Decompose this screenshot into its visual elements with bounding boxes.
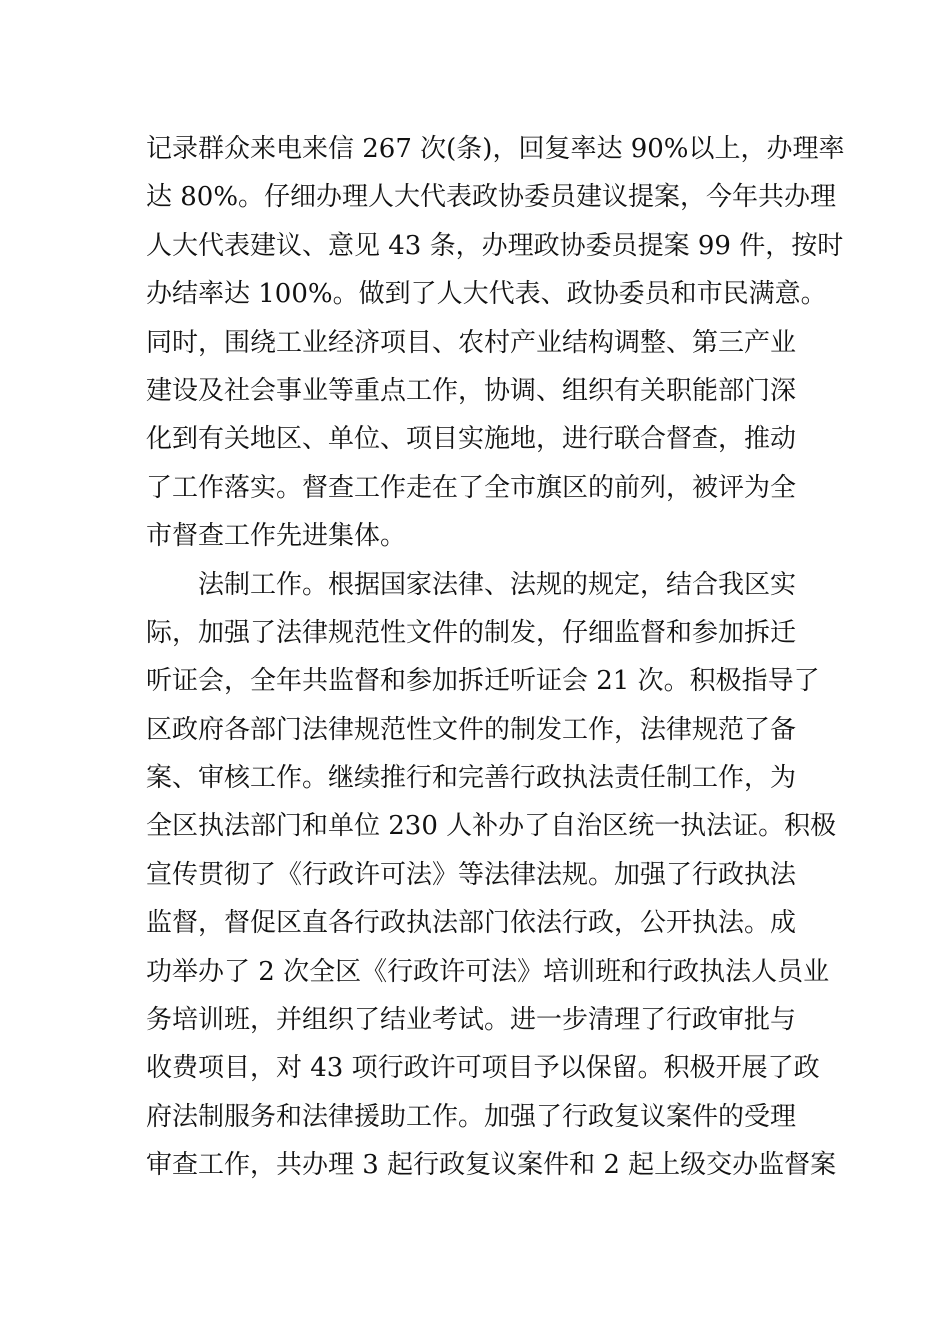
text-line: 达 80%。仔细办理人大代表政协委员建议提案，今年共办理 [146, 182, 837, 213]
text-line: 全区执法部门和单位 230 人补办了自治区统一执法证。积极 [146, 811, 837, 842]
text-line: 收费项目，对 43 项行政许可项目予以保留。积极开展了政 [146, 1053, 820, 1084]
text-line: 府法制服务和法律援助工作。加强了行政复议案件的受理 [146, 1101, 797, 1132]
text-line: 建设及社会事业等重点工作，协调、组织有关职能部门深 [146, 375, 797, 406]
text-line: 同时，围绕工业经济项目、农村产业结构调整、第三产业 [146, 327, 797, 358]
text-line: 办结率达 100%。做到了人大代表、政协委员和市民满意。 [146, 279, 827, 310]
text-line: 人大代表建议、意见 43 条，办理政协委员提案 99 件，按时 [146, 230, 844, 261]
text-line: 务培训班，并组织了结业考试。进一步清理了行政审批与 [146, 1005, 797, 1036]
text-line: 审查工作，共办理 3 起行政复议案件和 2 起上级交办监督案 [146, 1150, 837, 1181]
text-line: 际，加强了法律规范性文件的制发，仔细监督和参加拆迁 [146, 617, 797, 648]
document-body [146, 125, 845, 1190]
text-line: 案、审核工作。继续推行和完善行政执法责任制工作，为 [146, 763, 797, 794]
text-line: 功举办了 2 次全区《行政许可法》培训班和行政执法人员业 [146, 956, 830, 987]
paragraph-1 [146, 125, 845, 561]
text-line: 区政府各部门法律规范性文件的制发工作，法律规范了备 [146, 714, 797, 745]
text-line: 记录群众来电来信 267 次(条)，回复率达 90%以上，办理率 [146, 134, 845, 164]
text-line: 听证会，全年共监督和参加拆迁听证会 21 次。积极指导了 [146, 666, 820, 697]
paragraph-2 [146, 561, 837, 1190]
text-line: 监督，督促区直各行政执法部门依法行政，公开执法。成 [146, 908, 797, 939]
text-line: 法制工作。根据国家法律、法规的规定，结合我区实 [146, 569, 797, 600]
text-line: 市督查工作先进集体。 [146, 521, 407, 552]
text-line: 了工作落实。督查工作走在了全市旗区的前列，被评为全 [146, 472, 797, 503]
text-line: 宣传贯彻了《行政许可法》等法律法规。加强了行政执法 [146, 859, 797, 890]
text-line: 化到有关地区、单位、项目实施地，进行联合督查，推动 [146, 424, 797, 455]
